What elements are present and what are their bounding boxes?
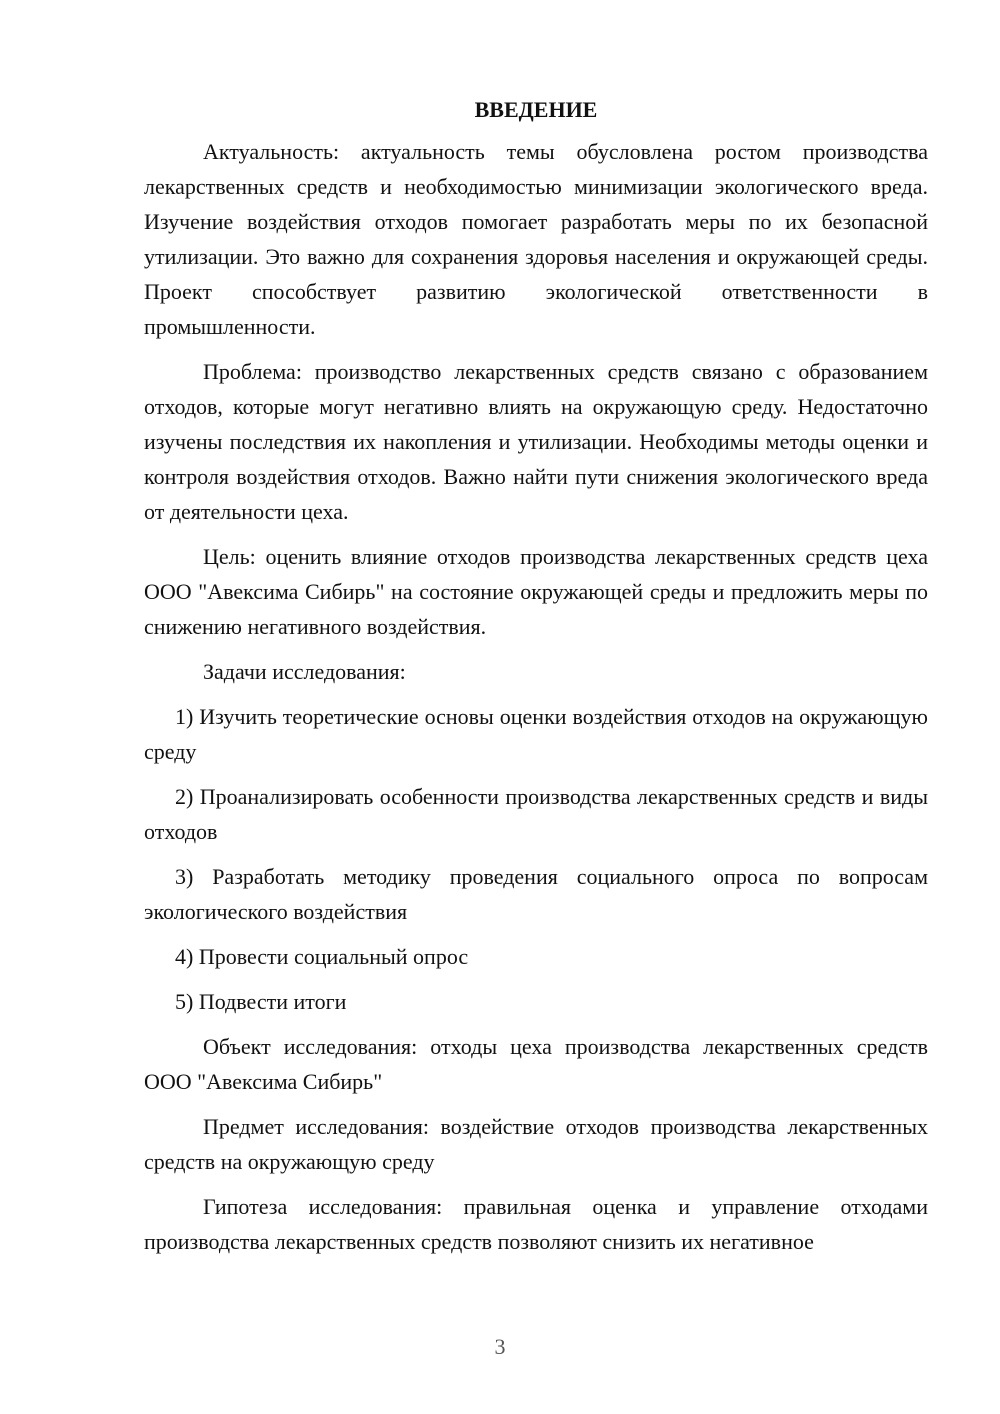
paragraph-problem: Проблема: производство лекарственных средств связано с образованием отходов, которые могут негативно влиять на окружающую среду. Недостаточно изучены последствия их накопления и утилизации. Необходимы методы оценки и контроля воздействия отходов. Важно найти пути снижения экологического вреда от деятельности цеха. (144, 359, 928, 524)
paragraph-subject: Предмет исследования: воздействие отходов производства лекарственных средств на окружающую среду (144, 1114, 928, 1174)
section-title: ВВЕДЕНИЕ (474, 97, 598, 122)
tasks-heading: Задачи исследования: (203, 659, 406, 684)
document-body (144, 96, 928, 1259)
paragraph-hypothesis: Гипотеза исследования: правильная оценка и управление отходами производства лекарственных средств позволяют снизить их негативное (144, 1194, 928, 1254)
task-item-1: 1) Изучить теоретические основы оценки воздействия отходов на окружающую среду (144, 704, 928, 764)
page-number: 3 (494, 1334, 506, 1359)
task-item-4: 4) Провести социальный опрос (175, 944, 469, 969)
task-item-5: 5) Подвести итоги (175, 989, 347, 1014)
paragraph-goal: Цель: оценить влияние отходов производства лекарственных средств цеха ООО "Авексима Сибирь" на состояние окружающей среды и предложить меры по снижению негативного воздействия. (144, 544, 928, 639)
task-item-3: 3) Разработать методику проведения социального опроса по вопросам экологического воздействия (144, 864, 928, 924)
paragraph-object: Объект исследования: отходы цеха производства лекарственных средств ООО "Авексима Сибирь" (144, 1034, 928, 1094)
paragraph-relevance: Актуальность: актуальность темы обусловлена ростом производства лекарственных средств и необходимостью минимизации экологического вреда. Изучение воздействия отходов помогает разработать меры по их безопасной утилизации. Это важно для сохранения здоровья населения и окружающей среды. Проект способствует развитию экологической ответственности в промышленности. (144, 139, 928, 339)
task-item-2: 2) Проанализировать особенности производства лекарственных средств и виды отходов (144, 784, 928, 844)
